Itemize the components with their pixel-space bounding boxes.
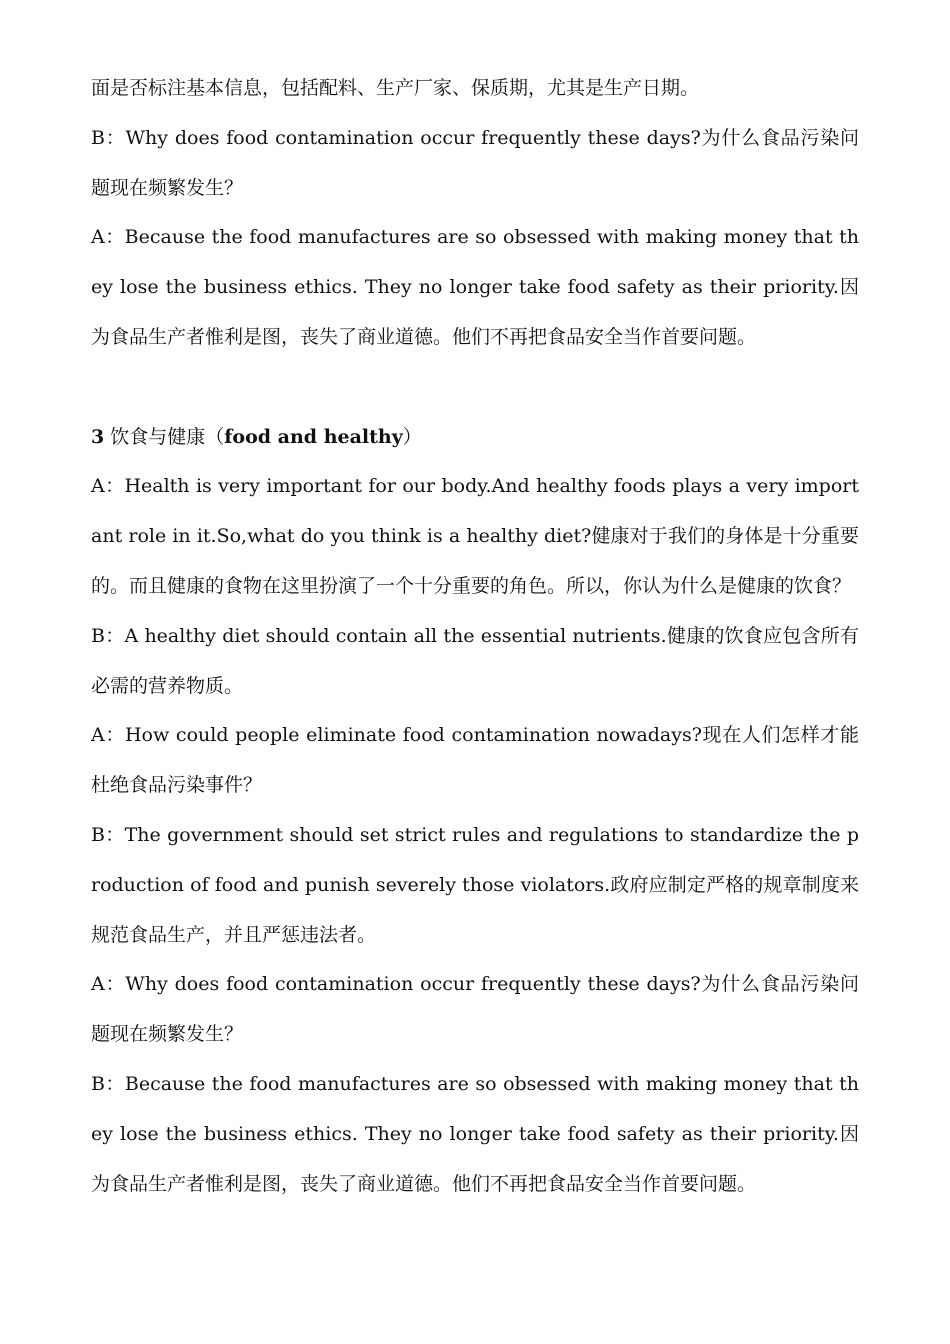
dialogue-line-a: A：Why does food contamination occur frequently these days?为什么食品污染问题现在频繁发生？: [91, 973, 859, 1046]
section-title-en: food and healthy: [224, 425, 403, 448]
paragraph-continuation: 面是否标注基本信息，包括配料、生产厂家、保质期，尤其是生产日期。: [91, 77, 700, 99]
dialogue-line-a: A：How could people eliminate food contamination nowadays?现在人们怎样才能杜绝食品污染事件？: [91, 724, 859, 797]
section-gap: [91, 363, 859, 413]
section-title-cn: 饮食与健康（: [110, 425, 225, 448]
dialogue-line-b: B：Why does food contamination occur frequently these days?为什么食品污染问题现在频繁发生？: [91, 126, 859, 199]
dialogue-line-b: B：Because the food manufactures are so obsessed with making money that they lose the business ethics. They no longer take food safety as their priority.因为食品生产者惟利是图，丧失了商业道德。他们不再把食品安全当作首要问题。: [91, 1072, 859, 1195]
document-page: [91, 64, 859, 1209]
section-title-close: ）: [402, 425, 422, 448]
dialogue-line-a: A：Health is very important for our body.And healthy foods plays a very important role in it.So,what do you think is a healthy diet?健康对于我们的身体是十分重要的。而且健康的食物在这里扮演了一个十分重要的角色。所以，你认为什么是健康的饮食？: [91, 475, 859, 597]
dialogue-line-b: B：A healthy diet should contain all the essential nutrients.健康的饮食应包含所有必需的营养物质。: [91, 624, 859, 697]
dialogue-line-a: A：Because the food manufactures are so obsessed with making money that they lose the business ethics. They no longer take food safety as their priority.因为食品生产者惟利是图，丧失了商业道德。他们不再把食品安全当作首要问题。: [91, 226, 859, 348]
dialogue-line-b: B：The government should set strict rules and regulations to standardize the production of food and punish severely those violators.政府应制定严格的规章制度来规范食品生产，并且严惩违法者。: [91, 823, 859, 946]
section-number: 3: [91, 425, 105, 448]
section-heading: [91, 413, 859, 463]
